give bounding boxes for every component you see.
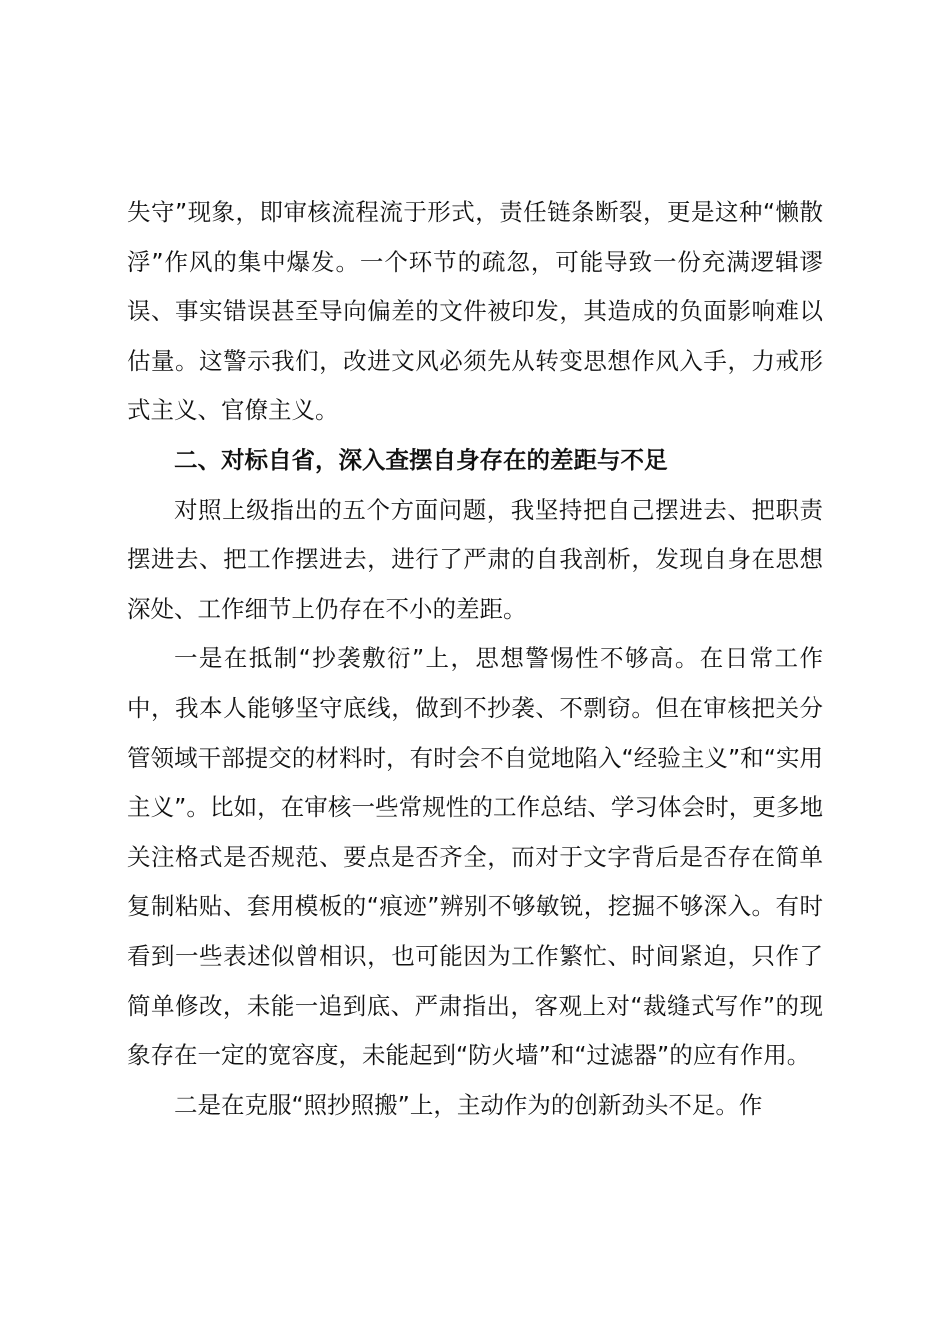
document-body: [127, 188, 823, 1130]
section-heading: 二、对标自省，深入查摆自身存在的差距与不足: [174, 445, 668, 474]
paragraph-point-two: 二是在克服“照抄照搬”上，主动作为的创新劲头不足。作: [174, 1090, 763, 1119]
paragraph-continued: 失守”现象，即审核流程流于形式，责任链条断裂，更是这种“懒散浮”作风的集中爆发。一个环节的疏忽，可能导致一份充满逻辑谬误、事实错误甚至导向偏差的文件被印发，其造成的负面影响难以估量。这警示我们，改进文风必须先从转变思想作风入手，力戒形式主义、官僚主义。: [127, 198, 823, 425]
paragraph-point-one: 一是在抵制“抄袭敷衍”上，思想警惕性不够高。在日常工作中，我本人能够坚守底线，做到不抄袭、不剽窃。但在审核把关分管领域干部提交的材料时，有时会不自觉地陷入“经验主义”和“实用主义”。比如，在审核一些常规性的工作总结、学习体会时，更多地关注格式是否规范、要点是否齐全，而对于文字背后是否存在简单复制粘贴、套用模板的“痕迹”辨别不够敏锐，挖掘不够深入。有时看到一些表述似曾相识，也可能因为工作繁忙、时间紧迫，只作了简单修改，未能一追到底、严肃指出，客观上对“裁缝式写作”的现象存在一定的宽容度，未能起到“防火墙”和“过滤器”的应有作用。: [127, 644, 823, 1070]
paragraph-intro: 对照上级指出的五个方面问题，我坚持把自己摆进去、把职责摆进去、把工作摆进去，进行了严肃的自我剖析，发现自身在思想深处、工作细节上仍存在不小的差距。: [127, 495, 823, 623]
